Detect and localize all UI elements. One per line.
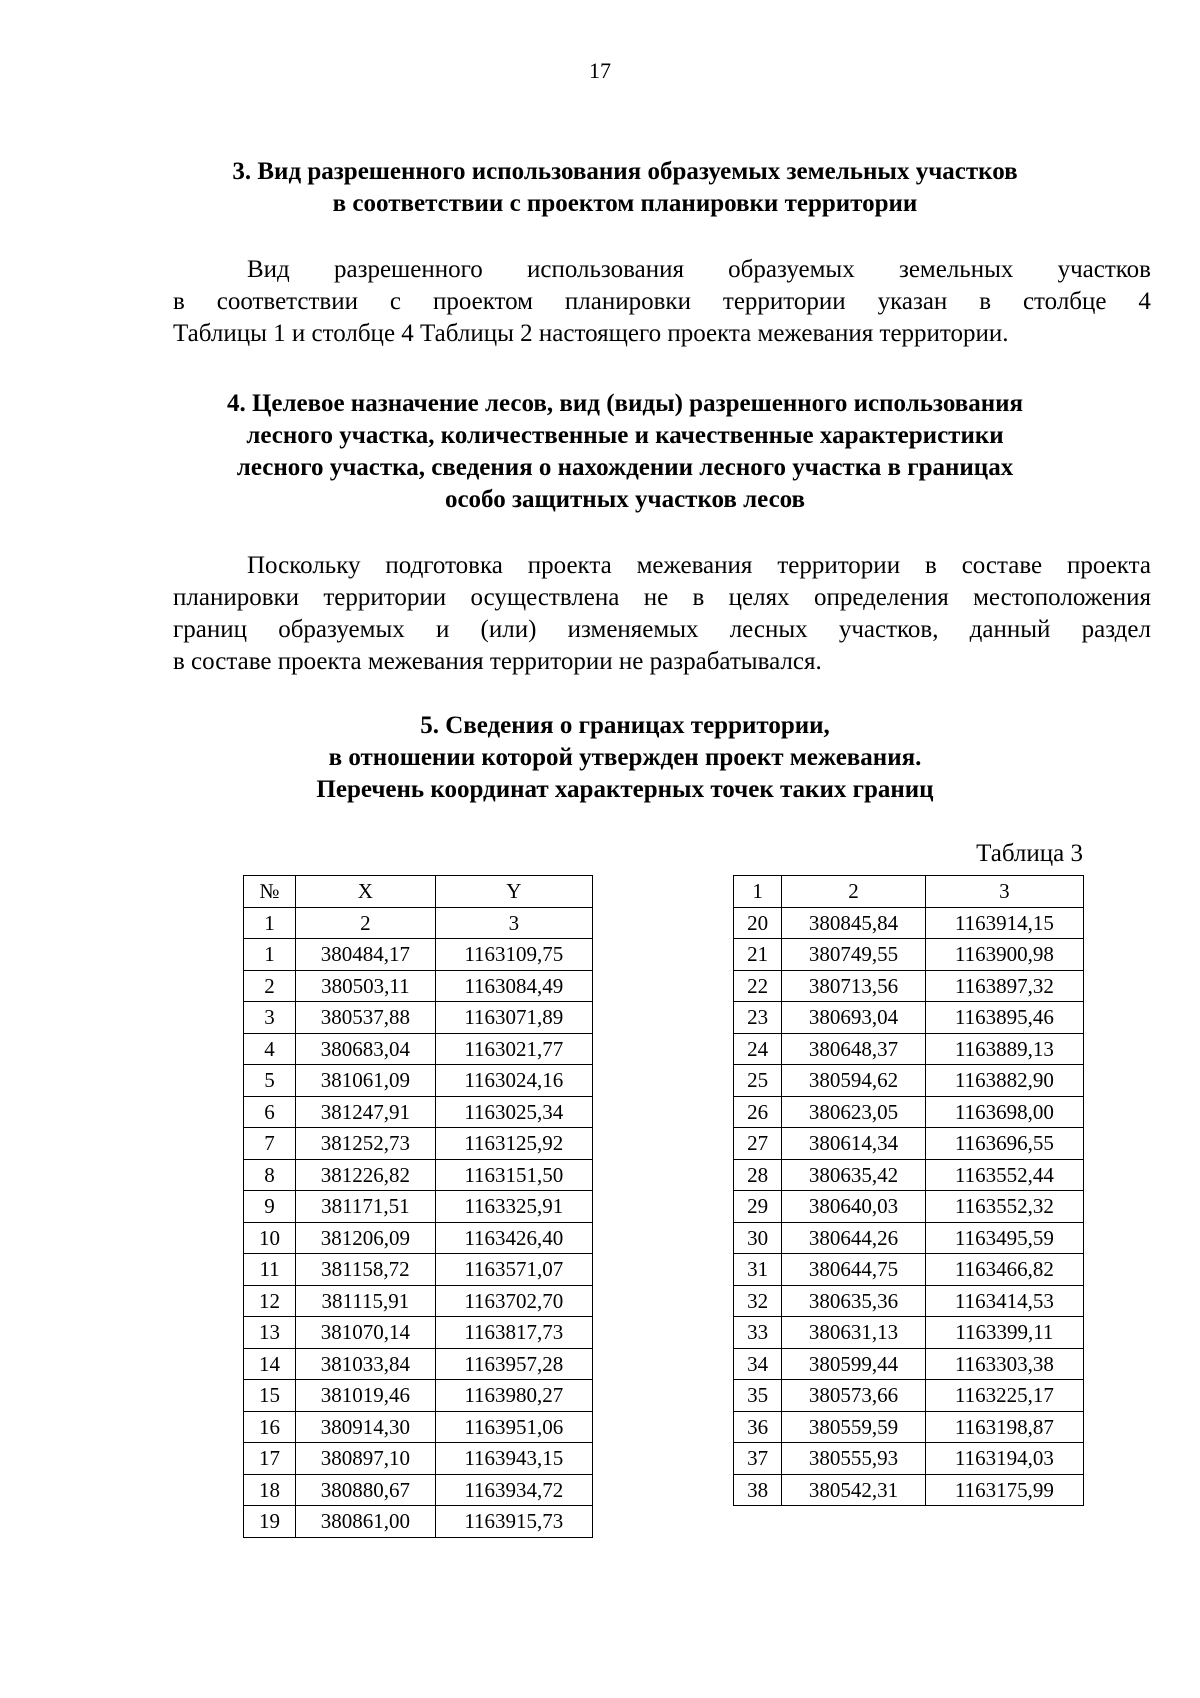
- paragraph-line: Таблицы 1 и столбце 4 Таблицы 2 настоящего проекта межевания территории.: [173, 320, 1009, 347]
- table-cell: X: [296, 876, 436, 908]
- table-cell: 32: [734, 1285, 782, 1317]
- table-cell: 8: [244, 1159, 296, 1191]
- table-cell: 37: [734, 1443, 782, 1475]
- heading-line: лесного участка, сведения о нахождении лесного участка в границах: [236, 454, 1014, 481]
- table-cell: 380573,66: [782, 1380, 925, 1412]
- paragraph-line: [173, 582, 1151, 614]
- table-cell: 31: [734, 1254, 782, 1286]
- table-row: [244, 939, 593, 971]
- table-cell: 24: [734, 1033, 782, 1065]
- table-row: [734, 1474, 1084, 1506]
- word: с: [389, 288, 402, 315]
- table-cell: 381070,14: [296, 1317, 436, 1349]
- table-row: [734, 1380, 1084, 1412]
- table-cell: 1: [244, 907, 296, 939]
- table-cell: 381206,09: [296, 1222, 436, 1254]
- table-cell: 1163194,03: [925, 1443, 1083, 1475]
- word: осуществлена: [470, 584, 620, 611]
- word: проектом: [432, 288, 533, 315]
- word: проекта: [527, 552, 612, 579]
- table-cell: 9: [244, 1191, 296, 1223]
- table-cell: 380644,75: [782, 1254, 925, 1286]
- word: межевания: [636, 552, 753, 579]
- table-row: [734, 1254, 1084, 1286]
- table-row: [244, 1128, 593, 1160]
- word: местоположения: [973, 584, 1151, 611]
- table-cell: 1163897,32: [925, 970, 1083, 1002]
- table-row: [244, 1411, 593, 1443]
- table-cell: 2: [244, 970, 296, 1002]
- table-cell: 1163025,34: [435, 1096, 592, 1128]
- table-cell: 1163325,91: [435, 1191, 592, 1223]
- paragraph-line: [173, 254, 1151, 286]
- paragraph-line: [173, 614, 1151, 646]
- table-cell: 1163914,15: [925, 907, 1083, 939]
- table-cell: 1163414,53: [925, 1285, 1083, 1317]
- table-cell: 16: [244, 1411, 296, 1443]
- table-cell: 35: [734, 1380, 782, 1412]
- table-row: [244, 1285, 593, 1317]
- coordinates-table-left: [243, 875, 593, 1538]
- word: участков,: [838, 616, 939, 643]
- table-cell: 18: [244, 1474, 296, 1506]
- table-row: [734, 1191, 1084, 1223]
- heading-line: 4. Целевое назначение лесов, вид (виды) разрешенного использования: [226, 390, 1024, 417]
- table-cell: 1163957,28: [435, 1348, 592, 1380]
- heading-line: в соответствии с проектом планировки территории: [332, 190, 918, 217]
- table-cell: 1163900,98: [925, 939, 1083, 971]
- paragraph-line: в составе проекта межевания территории не разрабатывался.: [173, 648, 822, 675]
- word: территории: [323, 584, 447, 611]
- table-cell: 381158,72: [296, 1254, 436, 1286]
- word: определения: [813, 584, 949, 611]
- table-cell: 380635,36: [782, 1285, 925, 1317]
- table-row: [244, 1506, 593, 1538]
- table-row: [244, 1474, 593, 1506]
- table-cell: 1163466,82: [925, 1254, 1083, 1286]
- table-row: [734, 1128, 1084, 1160]
- table-cell: 380648,37: [782, 1033, 925, 1065]
- table-row: [244, 1159, 593, 1191]
- table-cell: 380559,59: [782, 1411, 925, 1443]
- table-row: [734, 970, 1084, 1002]
- table-cell: 21: [734, 939, 782, 971]
- table-caption: Таблица 3: [976, 840, 1083, 867]
- table-cell: 1163109,75: [435, 939, 592, 971]
- table-row: [244, 876, 593, 908]
- word: Вид: [247, 256, 290, 283]
- table-row: [734, 1411, 1084, 1443]
- table-cell: 1163895,46: [925, 1002, 1083, 1034]
- table-cell: 1: [734, 876, 782, 908]
- word: составе: [961, 552, 1043, 579]
- table-row: [244, 907, 593, 939]
- table-row: [734, 1285, 1084, 1317]
- table-cell: 380614,34: [782, 1128, 925, 1160]
- word: планировки: [564, 288, 691, 315]
- table-cell: 380640,03: [782, 1191, 925, 1223]
- word: в: [173, 288, 185, 315]
- table-cell: 380914,30: [296, 1411, 436, 1443]
- table-cell: 380555,93: [782, 1443, 925, 1475]
- word: территории: [777, 552, 901, 579]
- table-row: [734, 1159, 1084, 1191]
- table-row: [244, 1033, 593, 1065]
- table-row: [734, 907, 1084, 939]
- table-row: [734, 1317, 1084, 1349]
- word: лесных: [729, 616, 808, 643]
- word: участков: [1057, 256, 1151, 283]
- table-cell: 13: [244, 1317, 296, 1349]
- word: в: [979, 288, 992, 315]
- table-cell: 381247,91: [296, 1096, 436, 1128]
- section3-paragraph: [173, 254, 1151, 350]
- table-cell: 17: [244, 1443, 296, 1475]
- table-cell: 1163817,73: [435, 1317, 592, 1349]
- word: изменяемых: [567, 616, 699, 643]
- table-cell: 5: [244, 1065, 296, 1097]
- table-row: [244, 1348, 593, 1380]
- table-row: [734, 1002, 1084, 1034]
- table-cell: 381115,91: [296, 1285, 436, 1317]
- table-row: [734, 1443, 1084, 1475]
- table-row: [244, 1380, 593, 1412]
- table-row: [244, 1254, 593, 1286]
- word: земельных: [898, 256, 1014, 283]
- table-cell: 381226,82: [296, 1159, 436, 1191]
- table-cell: 381252,73: [296, 1128, 436, 1160]
- word: 4: [1138, 288, 1151, 315]
- table-cell: 380635,42: [782, 1159, 925, 1191]
- word: образуемых: [728, 256, 855, 283]
- word: проекта: [1067, 552, 1151, 579]
- table-cell: 1163303,38: [925, 1348, 1083, 1380]
- table-cell: 4: [244, 1033, 296, 1065]
- word: использования: [527, 256, 684, 283]
- table-row: [244, 1222, 593, 1254]
- table-cell: 3: [244, 1002, 296, 1034]
- table-cell: 6: [244, 1096, 296, 1128]
- table-cell: 1163951,06: [435, 1411, 592, 1443]
- heading-line: 5. Сведения о границах территории,: [420, 712, 830, 739]
- table-row: [734, 876, 1084, 908]
- table-cell: 1163889,13: [925, 1033, 1083, 1065]
- table-row: [734, 1096, 1084, 1128]
- table-cell: 381171,51: [296, 1191, 436, 1223]
- table-row: [734, 1222, 1084, 1254]
- table-cell: 1163071,89: [435, 1002, 592, 1034]
- word: разрешенного: [333, 256, 483, 283]
- word: территории: [722, 288, 846, 315]
- table-cell: 380542,31: [782, 1474, 925, 1506]
- word: в: [692, 584, 705, 611]
- table-row: [244, 1096, 593, 1128]
- table-cell: 1163084,49: [435, 970, 592, 1002]
- table-cell: 380537,88: [296, 1002, 436, 1034]
- table-row: [734, 1033, 1084, 1065]
- word: и: [435, 616, 450, 643]
- table-cell: 15: [244, 1380, 296, 1412]
- table-cell: 1163552,44: [925, 1159, 1083, 1191]
- word: столбце: [1022, 288, 1107, 315]
- table-cell: 20: [734, 907, 782, 939]
- table-cell: 19: [244, 1506, 296, 1538]
- table-cell: 1163426,40: [435, 1222, 592, 1254]
- heading-line: в отношении которой утвержден проект межевания.: [328, 744, 922, 771]
- table-cell: 1163571,07: [435, 1254, 592, 1286]
- table-row: [244, 1317, 593, 1349]
- section4-heading: [175, 388, 1075, 516]
- table-cell: №: [244, 876, 296, 908]
- table-cell: 380599,44: [782, 1348, 925, 1380]
- table-cell: 1163698,00: [925, 1096, 1083, 1128]
- word: данный: [969, 616, 1051, 643]
- table-cell: 1163225,17: [925, 1380, 1083, 1412]
- table-row: [244, 1002, 593, 1034]
- table-cell: 1163980,27: [435, 1380, 592, 1412]
- heading-line: 3. Вид разрешенного использования образуемых земельных участков: [232, 158, 1018, 185]
- table-cell: 1163175,99: [925, 1474, 1083, 1506]
- page-number: 17: [589, 58, 611, 83]
- coordinates-table-right: [733, 875, 1084, 1506]
- table-cell: 36: [734, 1411, 782, 1443]
- table-cell: 1: [244, 939, 296, 971]
- table-cell: 12: [244, 1285, 296, 1317]
- paragraph-line: [173, 286, 1151, 318]
- table-cell: 380880,67: [296, 1474, 436, 1506]
- section5-heading: [175, 710, 1075, 806]
- word: образуемых: [278, 616, 405, 643]
- table-cell: 380644,26: [782, 1222, 925, 1254]
- table-cell: 380713,56: [782, 970, 925, 1002]
- table-cell: 380631,13: [782, 1317, 925, 1349]
- table-cell: 1163495,59: [925, 1222, 1083, 1254]
- table-cell: 2: [296, 907, 436, 939]
- word: раздел: [1081, 616, 1151, 643]
- table-cell: 380503,11: [296, 970, 436, 1002]
- table-cell: 1163021,77: [435, 1033, 592, 1065]
- table-cell: 22: [734, 970, 782, 1002]
- table-cell: 381019,46: [296, 1380, 436, 1412]
- table-cell: 380749,55: [782, 939, 925, 971]
- table-cell: 38: [734, 1474, 782, 1506]
- word: не: [643, 584, 669, 611]
- table-cell: 3: [925, 876, 1083, 908]
- table-cell: 1163943,15: [435, 1443, 592, 1475]
- heading-line: особо защитных участков лесов: [444, 486, 806, 513]
- table-row: [244, 970, 593, 1002]
- table-cell: 34: [734, 1348, 782, 1380]
- table-cell: 2: [782, 876, 925, 908]
- table-cell: 1163702,70: [435, 1285, 592, 1317]
- table-cell: 14: [244, 1348, 296, 1380]
- table-cell: 26: [734, 1096, 782, 1128]
- table-cell: 380845,84: [782, 907, 925, 939]
- table-cell: Y: [435, 876, 592, 908]
- table-cell: 380683,04: [296, 1033, 436, 1065]
- section4-paragraph: [173, 550, 1151, 678]
- word: (или): [480, 616, 537, 643]
- table-cell: 25: [734, 1065, 782, 1097]
- table-cell: 3: [435, 907, 592, 939]
- word: Поскольку: [247, 552, 361, 579]
- table-cell: 10: [244, 1222, 296, 1254]
- table-cell: 1163696,55: [925, 1128, 1083, 1160]
- word: планировки: [173, 584, 300, 611]
- table-cell: 380693,04: [782, 1002, 925, 1034]
- table-cell: 1163151,50: [435, 1159, 592, 1191]
- table-cell: 380623,05: [782, 1096, 925, 1128]
- table-cell: 28: [734, 1159, 782, 1191]
- table-row: [734, 1348, 1084, 1380]
- table-cell: 1163882,90: [925, 1065, 1083, 1097]
- table-row: [244, 1443, 593, 1475]
- table-cell: 1163125,92: [435, 1128, 592, 1160]
- table-cell: 381061,09: [296, 1065, 436, 1097]
- table-cell: 1163552,32: [925, 1191, 1083, 1223]
- table-row: [734, 939, 1084, 971]
- table-cell: 1163024,16: [435, 1065, 592, 1097]
- table-cell: 33: [734, 1317, 782, 1349]
- table-cell: 29: [734, 1191, 782, 1223]
- table-cell: 380594,62: [782, 1065, 925, 1097]
- table-cell: 11: [244, 1254, 296, 1286]
- word: подготовка: [385, 552, 503, 579]
- table-cell: 381033,84: [296, 1348, 436, 1380]
- table-cell: 23: [734, 1002, 782, 1034]
- paragraph-line: [173, 550, 1151, 582]
- table-row: [244, 1065, 593, 1097]
- table-cell: 7: [244, 1128, 296, 1160]
- heading-line: Перечень координат характерных точек таких границ: [316, 776, 934, 803]
- table-row: [734, 1065, 1084, 1097]
- table-cell: 30: [734, 1222, 782, 1254]
- word: указан: [877, 288, 948, 315]
- word: в: [924, 552, 937, 579]
- word: целях: [728, 584, 790, 611]
- table-row: [244, 1191, 593, 1223]
- table-cell: 380484,17: [296, 939, 436, 971]
- word: соответствии: [216, 288, 358, 315]
- table-cell: 1163198,87: [925, 1411, 1083, 1443]
- word: границ: [173, 616, 247, 643]
- table-cell: 380897,10: [296, 1443, 436, 1475]
- table-cell: 1163399,11: [925, 1317, 1083, 1349]
- table-cell: 1163915,73: [435, 1506, 592, 1538]
- section3-heading: [175, 156, 1075, 220]
- table-cell: 27: [734, 1128, 782, 1160]
- heading-line: лесного участка, количественные и качественные характеристики: [246, 422, 1004, 449]
- table-cell: 380861,00: [296, 1506, 436, 1538]
- table-cell: 1163934,72: [435, 1474, 592, 1506]
